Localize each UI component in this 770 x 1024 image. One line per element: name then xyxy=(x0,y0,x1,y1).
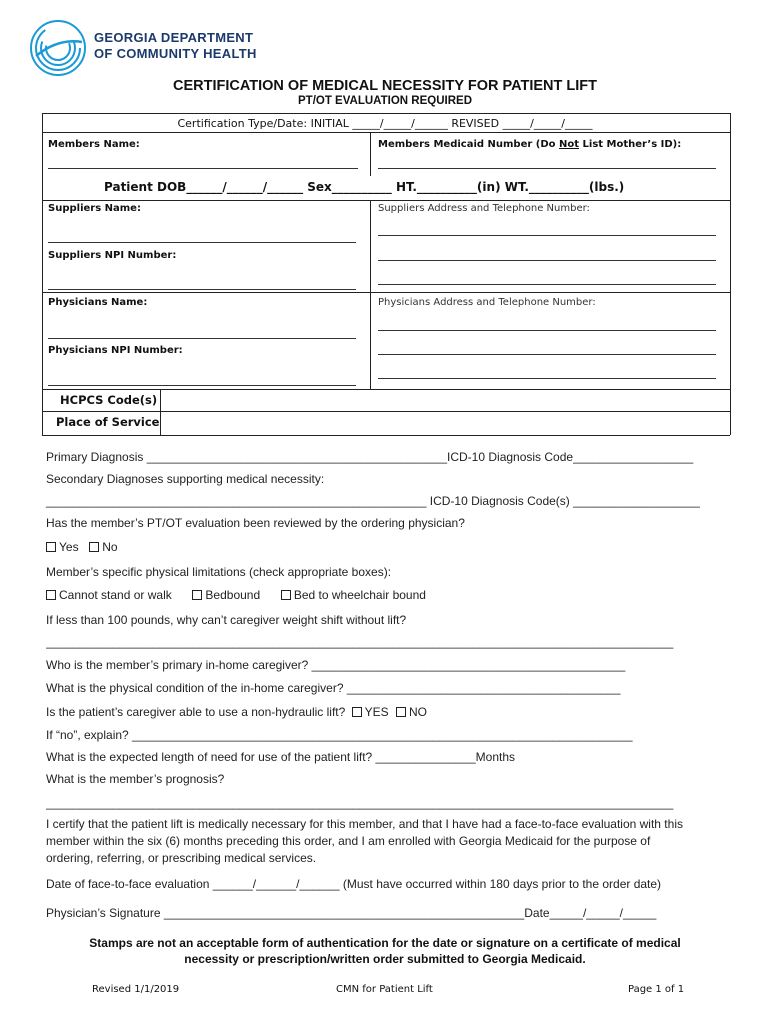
non-hydraulic-no-label: NO xyxy=(409,705,427,719)
prognosis-question: What is the member’s prognosis? xyxy=(46,772,225,786)
under-100-question: If less than 100 pounds, why can’t caregiver weight shift without lift? xyxy=(46,613,407,627)
bedbound-label: Bedbound xyxy=(205,588,261,602)
certification-statement-3: ordering, referring, or prescribing medical services. xyxy=(46,851,317,865)
physicians-address-field-3[interactable] xyxy=(378,378,716,379)
footer-revised: Revised 1/1/2019 xyxy=(92,984,180,995)
suppliers-npi-label: Suppliers NPI Number: xyxy=(48,250,177,261)
members-name-label: Members Name: xyxy=(48,139,140,150)
logo-swirl-icon xyxy=(28,18,88,78)
suppliers-address-field-1[interactable] xyxy=(378,235,716,236)
no-checkbox[interactable] xyxy=(89,542,99,552)
primary-caregiver-question[interactable]: Who is the member’s primary in-home caregiver? _______________________________________________ xyxy=(46,658,626,672)
pt-ot-reviewed-question: Has the member’s PT/OT evaluation been reviewed by the ordering physician? xyxy=(46,516,465,530)
suppliers-name-label: Suppliers Name: xyxy=(48,203,141,214)
stamps-notice-line1: Stamps are not an acceptable form of authentication for the date or signature on a certificate of medical xyxy=(89,936,681,950)
dch-logo xyxy=(28,18,88,78)
bedbound-checkbox[interactable] xyxy=(192,590,202,600)
suppliers-name-field[interactable] xyxy=(48,242,356,243)
non-hydraulic-question: Is the patient’s caregiver able to use a non-hydraulic lift? YES NO xyxy=(46,705,427,719)
suppliers-npi-field[interactable] xyxy=(48,289,356,290)
physicians-address-field-2[interactable] xyxy=(378,354,716,355)
secondary-diagnoses-label: Secondary Diagnoses supporting medical necessity: xyxy=(46,472,325,486)
bed-to-wheelchair-label: Bed to wheelchair bound xyxy=(293,588,426,602)
org-name-line2: OF COMMUNITY HEALTH xyxy=(94,46,257,61)
form-subtitle: PT/OT EVALUATION REQUIRED xyxy=(298,95,472,107)
members-name-field[interactable] xyxy=(48,168,358,169)
physicians-name-field[interactable] xyxy=(48,338,356,339)
suppliers-address-label: Suppliers Address and Telephone Number: xyxy=(378,203,590,214)
physicians-address-label: Physicians Address and Telephone Number: xyxy=(378,297,596,308)
limitations-question: Member’s specific physical limitations (check appropriate boxes): xyxy=(46,565,392,579)
caregiver-condition-question[interactable]: What is the physical condition of the in-home caregiver? _________________________________________ xyxy=(46,681,621,695)
no-label: No xyxy=(102,540,118,554)
length-of-need-question[interactable]: What is the expected length of need for use of the patient lift? _______________Months xyxy=(46,750,516,764)
non-hydraulic-no-checkbox[interactable] xyxy=(396,707,406,717)
pt-ot-reviewed-options xyxy=(46,540,118,554)
bed-to-wheelchair-checkbox[interactable] xyxy=(281,590,291,600)
footer-form-name: CMN for Patient Lift xyxy=(336,984,433,995)
limitations-options xyxy=(46,588,426,602)
if-no-explain[interactable]: If “no”, explain? ___________________________________________________________________________ xyxy=(46,728,633,742)
primary-diagnosis[interactable]: Primary Diagnosis _____________________________________________ICD-10 Diagnosis Code__________________ xyxy=(46,450,694,464)
certification-type-date[interactable]: Certification Type/Date: INITIAL _____/_____/______ REVISED _____/_____/_____ xyxy=(177,117,593,130)
physicians-name-label: Physicians Name: xyxy=(48,297,148,308)
yes-checkbox[interactable] xyxy=(46,542,56,552)
suppliers-address-field-3[interactable] xyxy=(378,284,716,285)
stamps-notice-line2: necessity or prescription/written order submitted to Georgia Medicaid. xyxy=(184,952,586,966)
suppliers-address-field-2[interactable] xyxy=(378,260,716,261)
hcpcs-label: HCPCS Code(s) xyxy=(60,393,158,407)
physicians-npi-field[interactable] xyxy=(48,385,356,386)
hcpcs-field[interactable] xyxy=(162,391,728,409)
certification-statement-1: I certify that the patient lift is medically necessary for this member, and that I have had a face-to-face evaluation with this xyxy=(46,817,683,831)
non-hydraulic-yes-label: YES xyxy=(364,705,389,719)
medicaid-number-label: Members Medicaid Number (Do Not List Mother’s ID): xyxy=(378,139,682,150)
cannot-stand-label: Cannot stand or walk xyxy=(59,588,172,602)
non-hydraulic-yes-checkbox[interactable] xyxy=(352,707,362,717)
form-title: CERTIFICATION OF MEDICAL NECESSITY FOR PATIENT LIFT xyxy=(173,78,597,94)
prognosis-answer-line[interactable]: ______________________________________________________________________________________________ xyxy=(46,796,674,810)
physician-signature[interactable]: Physician’s Signature ______________________________________________________Date_____/_____/_____ xyxy=(46,906,657,920)
medicaid-number-field[interactable] xyxy=(378,168,716,169)
place-of-service-label: Place of Service xyxy=(56,415,160,429)
footer-page-number: Page 1 of 1 xyxy=(628,984,685,995)
physicians-npi-label: Physicians NPI Number: xyxy=(48,345,183,356)
face-to-face-date[interactable]: Date of face-to-face evaluation ______/______/______ (Must have occurred within 180 days prior to the order date) xyxy=(46,877,662,891)
cannot-stand-checkbox[interactable] xyxy=(46,590,56,600)
secondary-diagnosis-codes[interactable]: _________________________________________________________ ICD-10 Diagnosis Code(s) ___________________ xyxy=(46,494,700,508)
org-name-line1: GEORGIA DEPARTMENT xyxy=(94,30,254,45)
yes-label: Yes xyxy=(59,540,79,554)
under-100-answer-line[interactable]: ______________________________________________________________________________________________ xyxy=(46,635,674,649)
place-of-service-field[interactable] xyxy=(162,413,728,433)
certification-statement-2: member within the six (6) months preceding this order, and I am enrolled with Georgia Medicaid for the purpose of xyxy=(46,834,651,848)
patient-info-line[interactable]: Patient DOB______/______/______ Sex__________ HT.__________(in) WT.__________(lbs.) xyxy=(104,180,625,194)
physicians-address-field-1[interactable] xyxy=(378,330,716,331)
